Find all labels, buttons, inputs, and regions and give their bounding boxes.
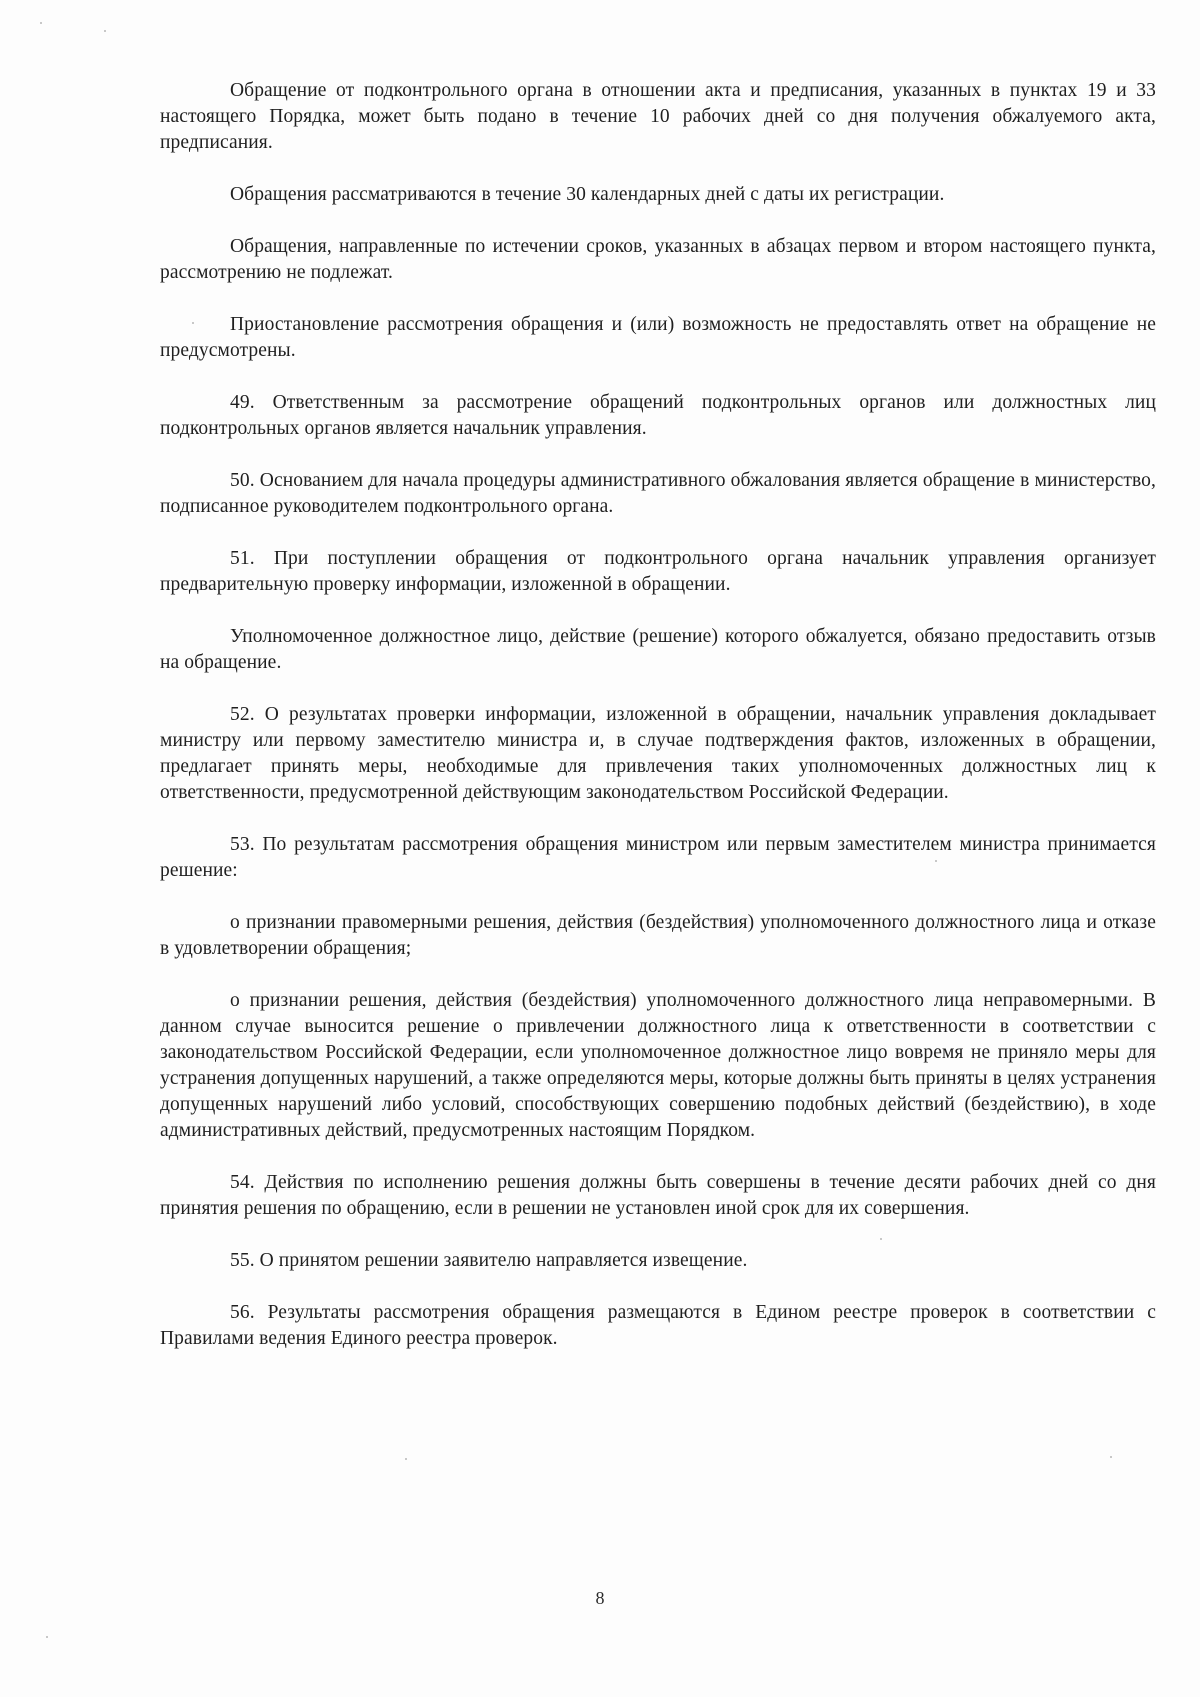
paragraph-51: 51. При поступлении обращения от подконтрольного органа начальник управления организует предварительную проверку информации, изложенной в обращении. bbox=[160, 548, 1156, 595]
paragraph-decision-lawful: о признании правомерными решения, действия (бездействия) уполномоченного должностного лица и отказе в удовлетворении обращения; bbox=[160, 912, 1156, 959]
paragraph-suspension: Приостановление рассмотрения обращения и (или) возможность не предоставлять ответ на обращение не предусмотрены. bbox=[160, 314, 1156, 361]
paragraph-official-response: Уполномоченное должностное лицо, действие (решение) которого обжалуется, обязано предоставить отзыв на обращение. bbox=[160, 626, 1156, 673]
paragraph-52: 52. О результатах проверки информации, изложенной в обращении, начальник управления докладывает министру или первому заместителю министра и, в случае подтверждения фактов, изложенных в обращении, предлагает принять меры, необходимые для привлечения таких уполномоченных должностных лиц к ответственности, предусмотренной действующим законодательством Российской Федерации. bbox=[160, 704, 1156, 803]
paragraph-review-period: Обращения рассматриваются в течение 30 календарных дней с даты их регистрации. bbox=[230, 184, 945, 205]
paragraph-49: 49. Ответственным за рассмотрение обращений подконтрольных органов или должностных лиц подконтрольных органов является начальник управления. bbox=[160, 392, 1156, 439]
scan-speck bbox=[104, 30, 106, 32]
scan-speck bbox=[880, 1238, 882, 1240]
paragraph-56: 56. Результаты рассмотрения обращения размещаются в Едином реестре проверок в соответствии с Правилами ведения Единого реестра проверок. bbox=[160, 1302, 1156, 1349]
scan-speck bbox=[40, 22, 42, 24]
paragraph-55: 55. О принятом решении заявителю направляется извещение. bbox=[230, 1250, 748, 1271]
paragraph-late-appeals: Обращения, направленные по истечении сроков, указанных в абзацах первом и втором настоящего пункта, рассмотрению не подлежат. bbox=[160, 236, 1156, 283]
paragraph-50: 50. Основанием для начала процедуры административного обжалования является обращение в министерство, подписанное руководителем подконтрольного органа. bbox=[160, 470, 1156, 517]
scan-speck bbox=[192, 322, 194, 324]
paragraph-decision-unlawful: о признании решения, действия (бездействия) уполномоченного должностного лица неправомерными. В данном случае выносится решение о привлечении должностного лица к ответственности в соответствии с законодательством Российской Федерации, если уполномоченное должностное лицо вовремя не приняло меры для устранения допущенных нарушений, а также определяются меры, которые должны быть приняты в целях устранения допущенных нарушений либо условий, способствующих совершению подобных действий (бездействию), в ходе административных действий, предусмотренных настоящим Порядком. bbox=[160, 990, 1156, 1141]
scan-speck bbox=[935, 860, 937, 862]
page-number: 8 bbox=[595, 1588, 605, 1608]
scan-speck bbox=[46, 1636, 48, 1638]
paragraph-appeal-deadline: Обращение от подконтрольного органа в отношении акта и предписания, указанных в пунктах 19 и 33 настоящего Порядка, может быть подано в течение 10 рабочих дней со дня получения обжалуемого акта, предписания. bbox=[160, 80, 1156, 153]
scan-speck bbox=[405, 1458, 407, 1460]
document-body bbox=[160, 78, 1156, 1378]
scan-speck bbox=[1110, 1456, 1112, 1458]
paragraph-54: 54. Действия по исполнению решения должны быть совершены в течение десяти рабочих дней со дня принятия решения по обращению, если в решении не установлен иной срок для их совершения. bbox=[160, 1172, 1156, 1219]
paragraph-53: 53. По результатам рассмотрения обращения министром или первым заместителем министра принимается решение: bbox=[160, 834, 1156, 881]
